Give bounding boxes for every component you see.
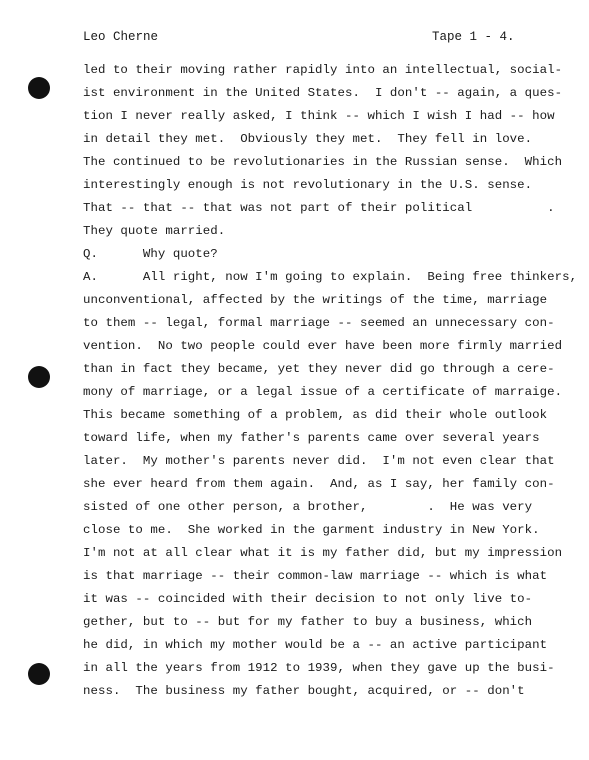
transcript-line: This became something of a problem, as did their whole outlook [83, 408, 548, 422]
transcript-line: she ever heard from them again. And, as I say, her family con- [83, 477, 555, 491]
transcript-line: it was -- coincided with their decision to not only live to- [83, 592, 533, 606]
transcript-line: gether, but to -- but for my father to buy a business, which [83, 615, 533, 629]
page-header-tape: Tape 1 - 4. [432, 30, 515, 44]
transcript-line: in all the years from 1912 to 1939, when they gave up the busi- [83, 661, 555, 675]
transcript-line: unconventional, affected by the writings of the time, marriage [83, 293, 548, 307]
page-header-name: Leo Cherne [83, 30, 159, 44]
transcript-line: That -- that -- that was not part of their political . [83, 201, 555, 215]
transcript-line: mony of marriage, or a legal issue of a certificate of marraige. [83, 385, 563, 399]
transcript-line: close to me. She worked in the garment industry in New York. [83, 523, 540, 537]
transcript-line: sisted of one other person, a brother, . He was very [83, 500, 533, 514]
transcript-line: to them -- legal, formal marriage -- seemed an unnecessary con- [83, 316, 555, 330]
transcript-line: he did, in which my mother would be a -- an active participant [83, 638, 548, 652]
transcript-line: A. All right, now I'm going to explain. Being free thinkers, [83, 270, 578, 284]
transcript-line: ist environment in the United States. I don't -- again, a ques- [83, 86, 563, 100]
transcript-line: toward life, when my father's parents came over several years [83, 431, 540, 445]
transcript-line: vention. No two people could ever have been more firmly married [83, 339, 563, 353]
transcript-line: interestingly enough is not revolutionary in the U.S. sense. [83, 178, 533, 192]
transcript-line: than in fact they became, yet they never did go through a cere- [83, 362, 555, 376]
transcript-line: I'm not at all clear what it is my father did, but my impression [83, 546, 563, 560]
transcript-line: The continued to be revolutionaries in the Russian sense. Which [83, 155, 563, 169]
transcript-line: Q. Why quote? [83, 247, 218, 261]
transcript-line: later. My mother's parents never did. I'm not even clear that [83, 454, 555, 468]
transcript-line: tion I never really asked, I think -- which I wish I had -- how [83, 109, 555, 123]
transcript-line: is that marriage -- their common-law marriage -- which is what [83, 569, 548, 583]
transcript-line: They quote married. [83, 224, 226, 238]
transcript-line: led to their moving rather rapidly into an intellectual, social- [83, 63, 563, 77]
transcript-line: ness. The business my father bought, acquired, or -- don't [83, 684, 525, 698]
transcript-line: in detail they met. Obviously they met. They fell in love. [83, 132, 533, 146]
